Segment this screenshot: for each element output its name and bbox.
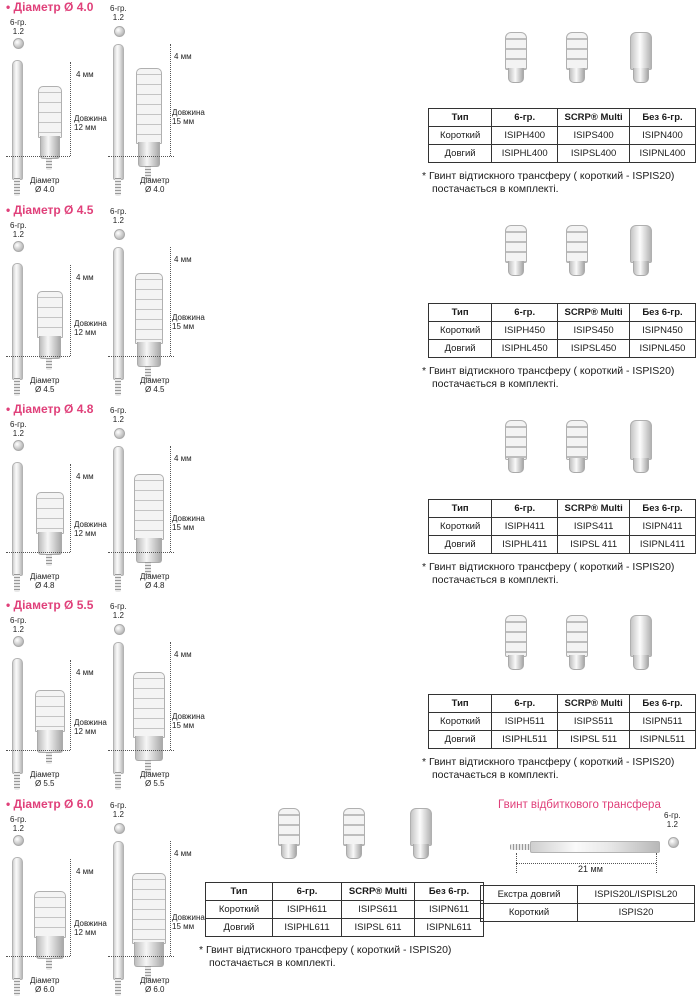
length-value: 12 мм <box>74 123 97 132</box>
scrp-multi-transfer-icon <box>566 225 588 263</box>
table-header-cell: Без 6-гр. <box>630 500 696 518</box>
length-value: 15 мм <box>172 117 195 126</box>
screw-thread <box>115 178 121 196</box>
long-top-length: 4 мм <box>174 255 192 264</box>
table-cell: ISIPN411 <box>630 518 696 536</box>
hex-size: 1.2 <box>112 810 124 819</box>
table-header-cell: SCRP® Multi <box>558 500 630 518</box>
table-header-cell: SCRP® Multi <box>558 109 630 127</box>
dim-line <box>6 552 70 553</box>
table-header-cell: 6-гр. <box>492 500 558 518</box>
non-hex-transfer-icon <box>630 615 652 657</box>
table-cell: ISIPNL611 <box>415 919 484 937</box>
dim-line <box>170 247 171 356</box>
table-header-cell: 6-гр. <box>492 109 558 127</box>
table-cell: ISIPHL511 <box>492 731 558 749</box>
hex-label <box>10 18 27 36</box>
long-top-length: 4 мм <box>174 454 192 463</box>
screw-thread <box>115 772 121 790</box>
short-top-length: 4 мм <box>76 70 94 79</box>
table-cell: ISIPS611 <box>342 901 415 919</box>
hex-text: 6-гр. <box>110 4 127 13</box>
length-word: Довжина <box>172 108 205 117</box>
long-length-label <box>172 712 205 730</box>
diameter-value: Ø 5.5 <box>34 779 55 788</box>
hex-size: 1.2 <box>12 230 24 239</box>
table-cell: ISIPHL411 <box>492 536 558 554</box>
diameter-word: Діаметр <box>30 572 60 581</box>
table-header-cell: Без 6-гр. <box>630 695 696 713</box>
hex-text: 6-гр. <box>110 406 127 415</box>
diameter-label-short <box>30 572 59 590</box>
table-header-cell: Тип <box>429 109 492 127</box>
long-transfer-base <box>137 342 161 367</box>
hex-label <box>10 616 27 634</box>
table-header-cell: SCRP® Multi <box>558 304 630 322</box>
table-cell: ISPIS20 <box>578 904 695 922</box>
table-cell: ISIPSL400 <box>558 145 630 163</box>
table-cell: ISIPNL411 <box>630 536 696 554</box>
note-line-2: постачається в комплекті. <box>432 574 559 586</box>
included-screw-note <box>422 561 674 587</box>
dim-line <box>70 660 71 750</box>
table-cell: ISIPHL400 <box>492 145 558 163</box>
table-cell: ISIPH400 <box>492 127 558 145</box>
long-top-length: 4 мм <box>174 52 192 61</box>
short-transfer-thread <box>46 554 52 566</box>
transfer-screw-shaft <box>113 44 124 180</box>
dim-line <box>70 464 71 552</box>
spec-table <box>428 499 696 554</box>
hex-ball-icon <box>13 440 24 451</box>
non-hex-transfer-icon <box>630 225 652 263</box>
hex-ball-icon <box>114 26 125 37</box>
non-hex-transfer-base-icon <box>633 458 649 473</box>
length-value: 15 мм <box>172 721 195 730</box>
hex-ball-icon <box>114 428 125 439</box>
section-title: • Діаметр Ø 6.0 <box>6 797 94 811</box>
table-header-cell: Тип <box>429 500 492 518</box>
diameter-label-short <box>30 770 59 788</box>
table-header-cell: 6-гр. <box>492 304 558 322</box>
long-top-length: 4 мм <box>174 849 192 858</box>
long-length-label <box>172 313 205 331</box>
transfer-screw-shaft <box>12 60 23 180</box>
diameter-value: Ø 6.0 <box>34 985 55 994</box>
table-cell: ISIPNL511 <box>630 731 696 749</box>
screw-thread <box>115 378 121 396</box>
table-header-cell: SCRP® Multi <box>342 883 415 901</box>
table-header-row <box>429 695 696 713</box>
scrp-multi-transfer-icon <box>566 615 588 657</box>
dim-line <box>108 356 174 357</box>
table-cell: ISIPH511 <box>492 713 558 731</box>
short-transfer-body <box>38 86 62 138</box>
section-title: • Діаметр Ø 4.8 <box>6 402 94 416</box>
screw-thread <box>510 844 532 850</box>
dim-line <box>6 156 70 157</box>
table-row <box>429 536 696 554</box>
non-hex-transfer-icon <box>630 420 652 460</box>
hex-text: 6-гр. <box>10 420 27 429</box>
length-word: Довжина <box>74 114 107 123</box>
note-line-1: * Гвинт відтискного трансферу ( короткий - ISPIS20) <box>422 170 675 182</box>
hex-size: 1.2 <box>112 611 124 620</box>
hex-ball-icon <box>114 229 125 240</box>
table-cell: ISPIS20L/ISPISL20 <box>578 886 695 904</box>
hex-text: 6-гр. <box>110 207 127 216</box>
table-cell: ISIPHL611 <box>273 919 342 937</box>
short-transfer-body <box>37 291 63 338</box>
table-row <box>429 731 696 749</box>
screw-table <box>480 885 695 922</box>
hex-label <box>110 4 127 22</box>
table-cell: ISIPH450 <box>492 322 558 340</box>
included-screw-note <box>422 365 674 391</box>
length-word: Довжина <box>172 712 205 721</box>
length-word: Довжина <box>74 718 107 727</box>
diameter-value: Ø 4.8 <box>34 581 55 590</box>
short-length-label <box>74 718 107 736</box>
dim-line <box>70 265 71 356</box>
hex-transfer-icon <box>505 225 527 263</box>
spec-table <box>428 303 696 358</box>
short-top-length: 4 мм <box>76 273 94 282</box>
hex-transfer-icon <box>505 32 527 70</box>
hex-ball-icon <box>114 624 125 635</box>
diameter-label-long <box>140 572 169 590</box>
diameter-value: Ø 4.5 <box>34 385 55 394</box>
table-header-cell: 6-гр. <box>273 883 342 901</box>
length-word: Довжина <box>172 913 205 922</box>
scrp-multi-transfer-base-icon <box>569 68 585 83</box>
table-row <box>481 886 695 904</box>
table-row <box>429 713 696 731</box>
table-header-cell: SCRP® Multi <box>558 695 630 713</box>
hex-ball-icon <box>13 241 24 252</box>
table-row <box>429 518 696 536</box>
short-length-label <box>74 319 107 337</box>
length-word: Довжина <box>74 919 107 928</box>
included-screw-note <box>422 170 674 196</box>
short-top-length: 4 мм <box>76 867 94 876</box>
screw-length: 21 мм <box>578 864 603 874</box>
table-row <box>429 145 696 163</box>
short-length-label <box>74 520 107 538</box>
screw-thread <box>115 574 121 592</box>
transfer-screw-section <box>0 797 696 1000</box>
short-length-label <box>74 114 107 132</box>
diameter-label-long <box>140 376 169 394</box>
diameter-label-long <box>140 176 169 194</box>
hex-size: 1.2 <box>12 27 24 36</box>
long-length-label <box>172 514 205 532</box>
table-cell: ISIPS400 <box>558 127 630 145</box>
screw-thread <box>14 178 20 196</box>
note-line-2: постачається в комплекті. <box>432 183 559 195</box>
screw-shaft <box>530 841 660 853</box>
transfer-screw-shaft <box>12 658 23 774</box>
table-cell: Довгий <box>206 919 273 937</box>
table-header-cell: Тип <box>429 304 492 322</box>
length-word: Довжина <box>74 319 107 328</box>
diameter-word: Діаметр <box>140 572 170 581</box>
dim-line <box>108 156 174 157</box>
hex-label <box>110 406 127 424</box>
section-title: • Діаметр Ø 5.5 <box>6 598 94 612</box>
long-transfer-body <box>135 273 163 344</box>
hex-transfer-icon <box>505 420 527 460</box>
table-cell: Короткий <box>429 713 492 731</box>
diameter-value: Ø 4.5 <box>144 385 165 394</box>
scrp-multi-transfer-base-icon <box>569 261 585 276</box>
screw-thread <box>14 378 20 396</box>
scrp-multi-transfer-icon <box>566 420 588 460</box>
hex-transfer-base-icon <box>508 655 524 670</box>
table-cell: ISIPSL 511 <box>558 731 630 749</box>
length-word: Довжина <box>172 313 205 322</box>
section-title: • Діаметр Ø 4.0 <box>6 0 94 14</box>
hex-size: 1.2 <box>12 429 24 438</box>
transfer-screw-shaft <box>12 462 23 576</box>
length-value: 15 мм <box>172 922 195 931</box>
short-transfer-thread <box>46 158 52 170</box>
long-transfer-base <box>138 142 160 167</box>
table-header-cell: Тип <box>206 883 273 901</box>
length-word: Довжина <box>74 520 107 529</box>
hex-ball-icon <box>13 636 24 647</box>
non-hex-transfer-base-icon <box>633 655 649 670</box>
table-cell: Довгий <box>429 731 492 749</box>
table-cell: ISIPN450 <box>629 322 695 340</box>
hex-text: 6-гр. <box>10 616 27 625</box>
hex-text: 6-гр. <box>10 815 27 824</box>
table-header-cell: 6-гр. <box>492 695 558 713</box>
table-row <box>429 127 696 145</box>
hex-size: 1.2 <box>112 415 124 424</box>
hex-transfer-icon <box>505 615 527 657</box>
hex-label <box>110 207 127 225</box>
hex-text: 6-гр. <box>110 801 127 810</box>
table-row <box>481 904 695 922</box>
table-cell: ISIPS511 <box>558 713 630 731</box>
table-header-cell: Без 6-гр. <box>629 109 695 127</box>
scrp-multi-transfer-base-icon <box>569 458 585 473</box>
diameter-value: Ø 4.0 <box>34 185 55 194</box>
hex-transfer-base-icon <box>508 458 524 473</box>
non-hex-transfer-base-icon <box>633 261 649 276</box>
table-header-cell: Без 6-гр. <box>415 883 484 901</box>
length-value: 12 мм <box>74 727 97 736</box>
table-cell: Короткий <box>429 518 492 536</box>
dim-line <box>6 356 70 357</box>
table-header-row <box>429 109 696 127</box>
diameter-label-short <box>30 176 59 194</box>
long-transfer-body <box>133 672 165 738</box>
table-cell: ISIPNL400 <box>629 145 695 163</box>
dim-line <box>516 853 517 873</box>
short-transfer-thread <box>46 752 52 764</box>
table-cell: Довгий <box>429 340 492 358</box>
table-cell: ISIPH411 <box>492 518 558 536</box>
dim-line <box>6 750 70 751</box>
table-cell: Довгий <box>429 145 492 163</box>
transfer-screw-shaft <box>113 247 124 380</box>
non-hex-transfer-icon <box>630 32 652 70</box>
hex-size: 1.2 <box>112 216 124 225</box>
table-cell: ISIPHL450 <box>492 340 558 358</box>
note-line-1: * Гвинт відтискного трансферу ( короткий - ISPIS20) <box>422 365 675 377</box>
long-top-length: 4 мм <box>174 650 192 659</box>
hex-size: 1.2 <box>112 13 124 22</box>
table-cell: ISIPH611 <box>273 901 342 919</box>
dim-line <box>170 642 171 750</box>
transfer-screw-shaft <box>113 446 124 576</box>
hex-text: 6-гр. <box>110 602 127 611</box>
diameter-word: Діаметр <box>30 770 60 779</box>
table-cell: Короткий <box>429 127 492 145</box>
table-header-cell: Без 6-гр. <box>629 304 695 322</box>
spec-table <box>428 694 696 749</box>
spec-table <box>428 108 696 163</box>
length-value: 12 мм <box>74 328 97 337</box>
screw-hex-label <box>664 811 681 829</box>
table-cell: ISIPSL 611 <box>342 919 415 937</box>
table-cell: Короткий <box>429 322 492 340</box>
diameter-value: Ø 4.0 <box>144 185 165 194</box>
diameter-word: Діаметр <box>140 376 170 385</box>
long-transfer-base <box>136 538 162 563</box>
long-transfer-body <box>136 68 162 144</box>
short-transfer-body <box>35 690 65 732</box>
transfer-screw-shaft <box>113 642 124 774</box>
short-top-length: 4 мм <box>76 472 94 481</box>
short-top-length: 4 мм <box>76 668 94 677</box>
table-cell: ISIPN400 <box>629 127 695 145</box>
hex-label <box>10 420 27 438</box>
screw-head-icon <box>668 837 679 848</box>
table-row <box>429 340 696 358</box>
table-header-row <box>429 304 696 322</box>
table-cell: ISIPS450 <box>558 322 630 340</box>
length-value: 15 мм <box>172 523 195 532</box>
note-line-1: * Гвинт відтискного трансферу ( короткий - ISPIS20) <box>199 944 452 956</box>
short-transfer-body <box>36 492 64 534</box>
table-cell: ISIPNL450 <box>629 340 695 358</box>
table-cell: ISIPSL 411 <box>558 536 630 554</box>
diameter-value: Ø 4.8 <box>144 581 165 590</box>
table-header-row <box>429 500 696 518</box>
included-screw-note <box>422 756 674 782</box>
transfer-screw-title: Гвинт відбиткового трансфера <box>498 799 661 811</box>
note-line-2: постачається в комплекті. <box>432 769 559 781</box>
length-value: 15 мм <box>172 322 195 331</box>
dim-line <box>170 446 171 552</box>
diameter-word: Діаметр <box>30 176 60 185</box>
diameter-word: Діаметр <box>140 176 170 185</box>
long-transfer-body <box>134 474 164 540</box>
table-cell: ISIPSL450 <box>558 340 630 358</box>
table-cell: ISIPS411 <box>558 518 630 536</box>
screw-thread <box>14 772 20 790</box>
hex-text: 6-гр. <box>10 221 27 230</box>
table-cell: Короткий <box>481 904 578 922</box>
note-line-2: постачається в комплекті. <box>432 378 559 390</box>
diameter-value: Ø 6.0 <box>144 985 165 994</box>
scrp-multi-transfer-icon <box>566 32 588 70</box>
section-title: • Діаметр Ø 4.5 <box>6 203 94 217</box>
dim-line <box>656 853 657 873</box>
table-cell: Короткий <box>206 901 273 919</box>
diameter-label-short <box>30 376 59 394</box>
table-cell: Довгий <box>429 536 492 554</box>
hex-label <box>10 221 27 239</box>
note-line-2: постачається в комплекті. <box>209 957 336 969</box>
table-cell: ISIPN611 <box>415 901 484 919</box>
screw-thread <box>14 574 20 592</box>
diameter-word: Діаметр <box>30 976 60 985</box>
note-line-1: * Гвинт відтискного трансферу ( короткий - ISPIS20) <box>422 756 675 768</box>
scrp-multi-transfer-base-icon <box>569 655 585 670</box>
length-word: Довжина <box>172 514 205 523</box>
hex-ball-icon <box>13 38 24 49</box>
note-line-1: * Гвинт відтискного трансферу ( короткий - ISPIS20) <box>422 561 675 573</box>
hex-text: 6-гр. <box>10 18 27 27</box>
diameter-word: Діаметр <box>30 376 60 385</box>
length-value: 12 мм <box>74 928 97 937</box>
hex-label <box>110 602 127 620</box>
transfer-screw-shaft <box>12 263 23 380</box>
dim-line <box>108 552 174 553</box>
hex-transfer-base-icon <box>508 261 524 276</box>
table-cell: ISIPN511 <box>630 713 696 731</box>
hex-size: 1.2 <box>12 824 24 833</box>
short-transfer-thread <box>46 358 52 370</box>
hex-text: 6-гр. <box>664 811 681 820</box>
long-length-label <box>172 108 205 126</box>
table-row <box>429 322 696 340</box>
diameter-label-long <box>140 770 169 788</box>
diameter-value: Ø 5.5 <box>144 779 165 788</box>
long-transfer-base <box>135 736 163 761</box>
diameter-word: Діаметр <box>140 976 170 985</box>
table-cell: Екстра довгий <box>481 886 578 904</box>
dim-line <box>70 62 71 156</box>
table-header-cell: Тип <box>429 695 492 713</box>
diameter-word: Діаметр <box>140 770 170 779</box>
length-value: 12 мм <box>74 529 97 538</box>
hex-size: 1.2 <box>666 820 678 829</box>
hex-transfer-base-icon <box>508 68 524 83</box>
hex-size: 1.2 <box>12 625 24 634</box>
dim-line <box>108 750 174 751</box>
dim-line <box>170 44 171 156</box>
non-hex-transfer-base-icon <box>633 68 649 83</box>
